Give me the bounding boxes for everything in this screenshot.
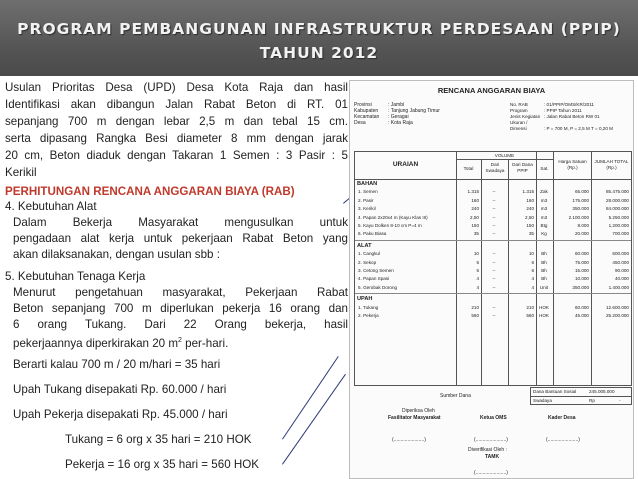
table-row [355, 250, 631, 258]
table-cell: 4. Papan Spasi [358, 276, 390, 282]
col-sat: Sat. [540, 166, 549, 171]
table-cell: 6 [531, 268, 534, 273]
intro-line: serta dipasang Rangka Besi diameter 8 mm dengan jarak [5, 132, 348, 145]
table-cell: 2,50 [525, 214, 534, 220]
table-cell: 4 [531, 284, 534, 290]
table-cell: 65.000 [574, 189, 589, 195]
table-row [355, 197, 631, 205]
table-cell: 2. Sekop [358, 259, 377, 265]
info-row: Ukuran / Dimensi : P = 700 M, P = 2,5 M T = 0,20 M [510, 120, 613, 131]
table-cell: 6. Paku Biasa [358, 231, 387, 237]
table-cell: m3 [540, 197, 548, 203]
table-cell: 150 [526, 223, 534, 228]
kader-desa-label: Kader Desa [548, 415, 576, 421]
table-cell: 450.000 [612, 259, 629, 265]
info-row: Program : PPIP Tahun 2011 [510, 108, 582, 113]
table-row [355, 259, 631, 267]
table-cell: 3. Kerikil [358, 206, 376, 212]
table-cell: 6 [476, 268, 479, 273]
table-cell: -- [492, 313, 496, 318]
dana-bantuan-value: 245.005.000 [589, 389, 615, 394]
table-cell: 85.475.000 [606, 189, 629, 195]
table-cell: 12.600.000 [606, 304, 629, 310]
table-row [355, 222, 631, 230]
rab-heading: PERHITUNGAN RENCANA ANGGARAN BIAYA (RAB) [5, 185, 295, 198]
table-cell: 10 [528, 251, 534, 257]
swadaya-value: Rp [589, 398, 595, 403]
table-cell: -- [492, 189, 496, 195]
table-cell: 1. Cangkul [358, 251, 380, 257]
table-cell: 560 [471, 313, 479, 318]
table-cell: -- [492, 304, 496, 310]
rab-document [349, 80, 634, 479]
table-row [355, 214, 631, 222]
tk-text-line: Menurut pengetahuan masyarakat, Pekerjaan Rabat [13, 286, 348, 299]
table-cell: -- [492, 214, 496, 220]
alat-text-line: pengadaan alat kerja untuk pekerjaan Rabat Beton yang [13, 232, 348, 245]
table-cell: 175.000 [572, 197, 589, 203]
info-row: No. RAB : 01/PPIP/OMS/KR/2011 [510, 102, 594, 107]
table-cell: 210 [526, 304, 534, 310]
table-cell: 15.000 [574, 268, 589, 273]
table-cell: 28.000.000 [606, 197, 629, 203]
intro-line: Identifikasi akan dibangun Jalan Rabat Beton di RT. 01 [5, 98, 348, 111]
table-cell: 4. Papan 2x20x4 m (Kayu Klas III) [358, 214, 428, 220]
table-cell: 4 [476, 284, 479, 290]
table-cell: -- [492, 251, 496, 257]
table-row [355, 275, 631, 283]
diperiksa-label: Diperiksa Oleh [402, 408, 435, 414]
table-row [355, 267, 631, 275]
table-cell: 4 [476, 276, 479, 282]
table-cell: m3 [540, 214, 548, 220]
table-cell: 560 [526, 313, 534, 318]
table-cell: Bh [541, 276, 547, 282]
table-cell: Btg [540, 223, 548, 228]
table-cell: m3 [540, 206, 548, 212]
col-ppip: Dari Dana PPIP [512, 162, 533, 173]
table-row [355, 205, 631, 213]
table-cell: 75.000 [574, 259, 589, 265]
col-jumlah: JUMLAH TOTAL (Rp.) [594, 159, 629, 170]
table-cell: Unit [539, 284, 549, 290]
intro-line: Usulan Prioritas Desa (UPD) Desa Kota Raja dan hasil [5, 81, 348, 94]
signature-blank: (......................) [474, 437, 508, 443]
calc-upah-tukang: Upah Tukang disepakati Rp. 60.000 / hari [13, 383, 227, 396]
table-cell: 20.000 [574, 231, 589, 237]
col-uraian: URAIAN [392, 161, 419, 168]
table-cell: 2. Pekerja [358, 313, 379, 318]
table-cell: 4 [531, 276, 534, 282]
intro-line: Kerikil [5, 166, 37, 179]
table-cell: 600.000 [612, 251, 629, 257]
calc-hok-pekerja: Pekerja = 16 org x 35 hari = 560 HOK [65, 458, 259, 471]
page-title-line1: PROGRAM PEMBANGUNAN INFRASTRUKTUR PERDESAAN (PPIP) [17, 20, 621, 38]
page-title-line2: TAHUN 2012 [259, 44, 379, 62]
info-right [510, 102, 613, 132]
table-cell: Zak [540, 189, 548, 195]
tk-text-line: pekerjaannya diperkirakan 20 $m^2$ per-hari. [13, 336, 229, 350]
intro-line: 20 cm, Beton diaduk dengan Takaran 1 Semen : 3 Pasir : 5 [5, 149, 348, 162]
tamk-label: TAMK [485, 454, 500, 460]
table-cell: -- [492, 268, 496, 273]
table-cell: 40.000 [614, 276, 629, 282]
signature-blank: (......................) [474, 470, 508, 476]
table-cell: 2. Pasir [358, 197, 374, 203]
signature-blank: (......................) [546, 437, 580, 443]
info-row: Desa : Kota Raja [354, 120, 413, 126]
table-cell: -- [492, 259, 496, 265]
title-banner [0, 0, 638, 76]
intro-line: sepanjang 700 m dengan lebar 2,5 m dan tebal 15 cm. [5, 115, 348, 128]
table-cell: 350.000 [572, 284, 589, 290]
table-row [355, 284, 631, 292]
table-cell: 1. Tukang [358, 304, 379, 310]
info-row: Kabupaten : Tanjung Jabung Timur [354, 108, 440, 114]
sumber-dana-label: Sumber Dana [440, 393, 471, 399]
table-cell: 1.200.000 [608, 223, 629, 228]
tk-text-line: 6 orang Tukang. Dari 22 Orang bekerja, hasil [13, 318, 348, 331]
table-cell: Bh [541, 268, 547, 273]
table-cell: -- [492, 231, 496, 237]
table-cell: 10.000 [574, 276, 589, 282]
info-row: Provinsi : Jambi [354, 102, 405, 108]
table-cell: -- [492, 276, 496, 282]
swadaya-label: Swadaya [533, 398, 552, 403]
table-row [355, 312, 631, 320]
tk-text-line: Beton sepanjang 700 m diperlukan pekerja 16 orang dan [13, 302, 348, 315]
tenaga-kerja-heading: 5. Kebutuhan Tenaga Kerja [5, 270, 146, 283]
swadaya-dash: - [619, 398, 621, 403]
table-cell: 240 [526, 206, 534, 212]
table-cell: 90.000 [614, 268, 629, 273]
table-cell: 150 [471, 223, 479, 228]
section-heading: ALAT [357, 242, 372, 249]
table-cell: 8.000 [577, 223, 589, 228]
info-row: Kecamatan : Geragai [354, 114, 409, 120]
col-total: Total [463, 166, 474, 171]
table-cell: 35 [528, 231, 534, 237]
fasilitator-label: Fasilitator Masyarakat [388, 415, 441, 421]
table-cell: 210 [471, 304, 479, 310]
table-cell: Bh [541, 259, 547, 265]
signature-blank: (......................) [392, 437, 426, 443]
dana-bantuan-label: Dana Bantuan Sosial [533, 389, 577, 394]
table-cell: 60.000 [574, 304, 589, 310]
col-harga: Harga Satuan (Rp.) [558, 159, 587, 170]
table-cell: HOK [539, 313, 549, 318]
alat-text-line: Dalam Bekerja Masyarakat mengusulkan untuk [13, 216, 348, 229]
info-left [354, 102, 440, 126]
table-cell: 45.000 [574, 313, 589, 318]
table-cell: 1.315 [522, 189, 534, 195]
col-volume: VOLUME [494, 153, 515, 158]
table-row [355, 188, 631, 196]
table-cell: 160 [471, 197, 479, 203]
diverifikasi-label: Diverifikasi Oleh : [468, 447, 507, 453]
calc-duration: Berarti kalau 700 m / 20 m/hari = 35 hari [13, 358, 221, 371]
table-cell: 10 [473, 251, 479, 257]
table-row [355, 230, 631, 238]
table-cell: 2,50 [470, 214, 479, 220]
sumber-dana-box [530, 387, 632, 405]
table-cell: 35 [473, 231, 479, 237]
table-cell: HOK [539, 304, 549, 310]
table-cell: 84.000.000 [606, 206, 629, 212]
table-cell: 160 [526, 197, 534, 203]
table-cell: 350.000 [572, 206, 589, 212]
table-cell: 3. Cetong Semen [358, 268, 394, 273]
table-cell: 60.000 [574, 251, 589, 257]
table-cell: -- [492, 206, 496, 212]
table-cell: Kg [541, 231, 547, 237]
alat-heading: 4. Kebutuhan Alat [5, 200, 97, 213]
alat-text-line: akan dilaksanakan, dengan usulan sbb : [13, 248, 220, 261]
table-cell: 1. Semen [358, 189, 378, 195]
table-cell: 5. Kayu Dolken 8-10 cm P=4 m [358, 223, 422, 228]
rab-table [354, 151, 632, 386]
table-cell: 6 [531, 259, 534, 265]
calc-upah-pekerja: Upah Pekerja disepakati Rp. 45.000 / hari [13, 408, 228, 421]
section-heading: UPAH [357, 296, 373, 303]
section-heading: BAHAN [357, 181, 378, 187]
table-cell: Bh [541, 251, 547, 257]
rab-title: RENCANA ANGGARAN BIAYA [437, 86, 546, 95]
table-cell: 5. Gerobak Dorong [358, 284, 398, 290]
table-cell: 2.100.000 [568, 214, 589, 220]
table-cell: -- [492, 197, 496, 203]
table-cell: 1.315 [467, 189, 479, 195]
table-cell: 1.400.000 [608, 284, 629, 290]
info-row: Jenis Kegiatan : Jalan Rabat Beton RW 01 [510, 114, 600, 119]
ketua-oms-label: Ketua OMS [480, 415, 507, 421]
table-cell: 240 [471, 206, 479, 212]
calc-hok-tukang: Tukang = 6 org x 35 hari = 210 HOK [65, 433, 252, 446]
table-cell: 6 [476, 259, 479, 265]
col-swadaya: Dari Swadaya [485, 162, 505, 173]
table-cell: -- [492, 284, 496, 290]
table-cell: -- [492, 223, 496, 228]
table-cell: 5.250.000 [608, 214, 629, 220]
table-cell: 700.000 [612, 231, 629, 237]
table-cell: 25.200.000 [606, 313, 629, 318]
table-row [355, 304, 631, 312]
